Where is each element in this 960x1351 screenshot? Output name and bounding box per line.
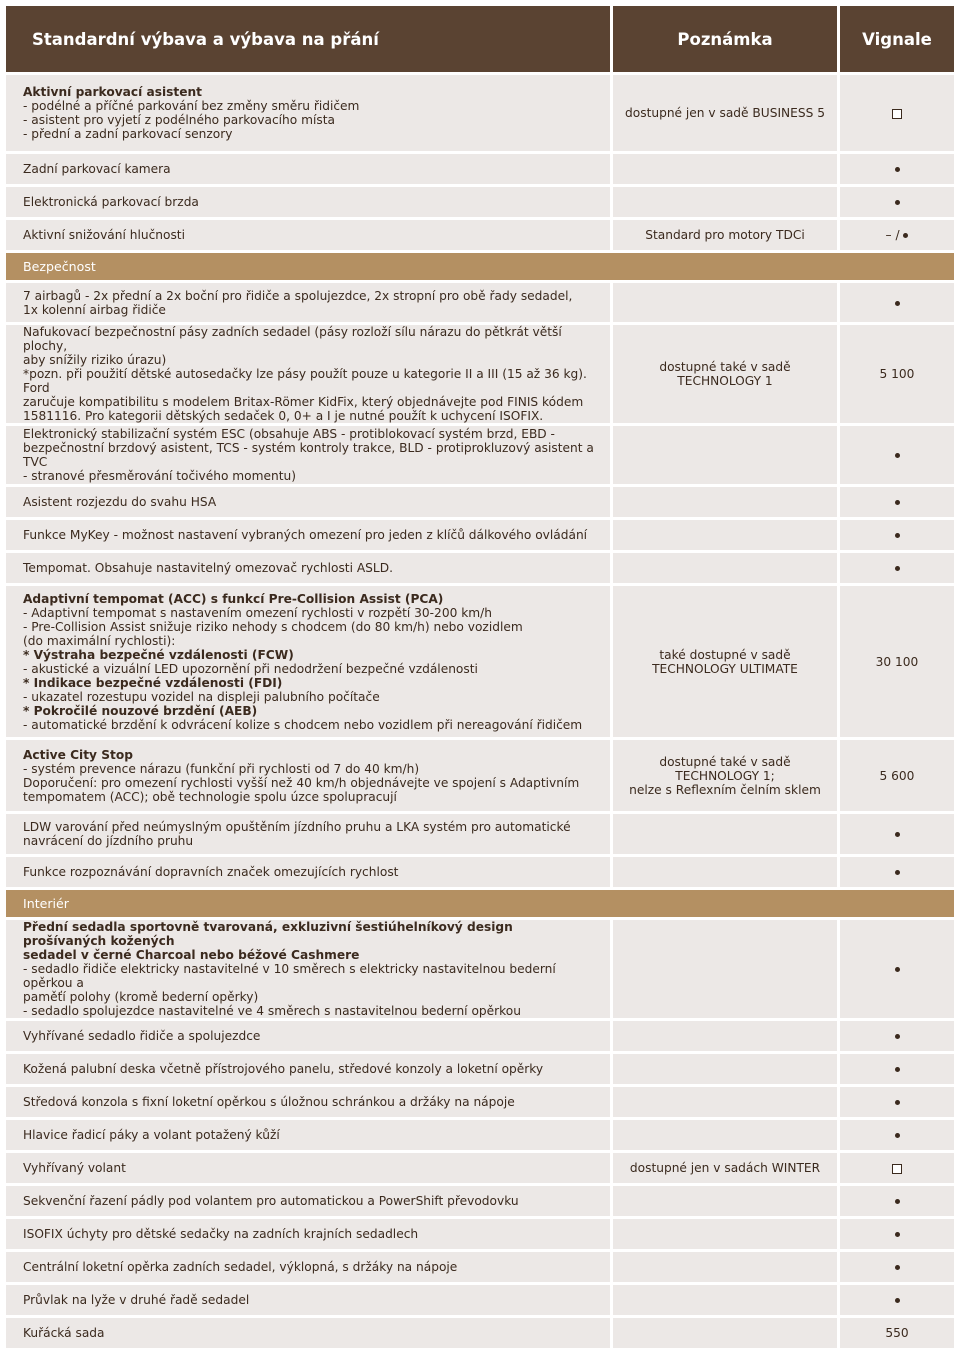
feature-cell xyxy=(6,75,610,151)
feature-title: Přední sedadla sportovně tvarovaná, exkluzivní šestiúhelníkový design prošívaných kožených xyxy=(23,920,513,948)
equipment-table-container xyxy=(6,6,954,1351)
value-cell xyxy=(840,920,954,1018)
note-cell xyxy=(613,154,837,184)
table-row xyxy=(6,920,954,1018)
value-cell xyxy=(840,1087,954,1117)
value-text: – / xyxy=(885,228,900,242)
feature-cell xyxy=(6,586,610,737)
feature-cell: Zadní parkovací kamera xyxy=(6,154,610,184)
note-line: TECHNOLOGY 1 xyxy=(677,374,773,388)
table-row xyxy=(6,1021,954,1051)
note-line: dostupné také v sadě xyxy=(659,360,791,374)
header-vignale: Vignale xyxy=(840,6,954,72)
note-cell: dostupné jen v sadách WINTER xyxy=(613,1153,837,1183)
feature-cell: ISOFIX úchyty pro dětské sedačky na zadních krajních sedadlech xyxy=(6,1219,610,1249)
note-cell: Standard pro motory TDCi xyxy=(613,220,837,250)
table-row xyxy=(6,154,954,184)
note-line: nelze s Reflexním čelním sklem xyxy=(629,782,821,797)
feature-line: paměťí polohy (kromě bederní opěrky) xyxy=(23,990,259,1004)
feature-title: Aktivní parkovací asistent xyxy=(23,85,203,99)
feature-cell: Centrální loketní opěrka zadních sedadel, výklopná, s držáky na nápoje xyxy=(6,1252,610,1282)
bullet-icon xyxy=(895,1067,900,1072)
note-line: také dostupné v sadě xyxy=(659,647,791,662)
feature-line: (do maximální rychlosti): xyxy=(23,633,176,648)
bullet-icon xyxy=(895,1199,900,1204)
note-line: TECHNOLOGY ULTIMATE xyxy=(652,661,798,676)
feature-line: - automatické brzdění k odvrácení kolize s chodcem nebo vozidlem při nereagování řidičem xyxy=(23,717,583,732)
value-cell xyxy=(840,1252,954,1282)
table-row xyxy=(6,325,954,423)
value-cell xyxy=(840,553,954,583)
table-row xyxy=(6,1054,954,1084)
table-row xyxy=(6,220,954,250)
value-cell xyxy=(840,1285,954,1315)
value-cell xyxy=(840,1054,954,1084)
feature-cell: Hlavice řadicí páky a volant potažený kůží xyxy=(6,1120,610,1150)
bullet-icon xyxy=(895,453,900,458)
note-cell xyxy=(613,920,837,1018)
feature-line: - ukazatel rozestupu vozidel na displeji palubního počítače xyxy=(23,689,380,704)
value-cell xyxy=(840,814,954,854)
note-cell xyxy=(613,487,837,517)
note-cell xyxy=(613,1318,837,1348)
note-cell xyxy=(613,1087,837,1117)
bullet-icon xyxy=(895,1232,900,1237)
feature-line: - přední a zadní parkovací senzory xyxy=(23,127,233,141)
note-cell xyxy=(613,1186,837,1216)
bullet-icon xyxy=(895,301,900,306)
feature-line: 1581116. Pro kategorii dětských sedaček 0, 0+ a I je nutné použít k uchycení ISOFIX. xyxy=(23,409,544,423)
price-cell: 550 xyxy=(840,1318,954,1348)
bullet-icon xyxy=(895,167,900,172)
note-cell xyxy=(613,1120,837,1150)
feature-cell xyxy=(6,740,610,811)
feature-title: sedadel v černé Charcoal nebo béžové Cashmere xyxy=(23,948,360,962)
note-cell xyxy=(613,1219,837,1249)
note-cell xyxy=(613,1252,837,1282)
value-cell xyxy=(840,187,954,217)
bullet-icon xyxy=(895,200,900,205)
note-cell xyxy=(613,586,837,737)
value-cell xyxy=(840,154,954,184)
table-row xyxy=(6,1219,954,1249)
feature-line: - stranové přesměrování točivého momentu) xyxy=(23,469,296,483)
feature-subtitle: * Indikace bezpečné vzdálenosti (FDI) xyxy=(23,675,283,690)
note-cell xyxy=(613,1285,837,1315)
note-cell xyxy=(613,187,837,217)
feature-line: - asistent pro vyjetí z podélného parkovacího místa xyxy=(23,113,335,127)
feature-cell: Středová konzola s fixní loketní opěrkou s úložnou schránkou a držáky na nápoje xyxy=(6,1087,610,1117)
feature-line: aby snížily riziko úrazu) xyxy=(23,353,167,367)
note-line: dostupné také v sadě xyxy=(659,754,791,769)
header-row xyxy=(6,6,954,72)
feature-line: - sedadlo spolujezdce nastavitelné ve 4 směrech s nastavitelnou bederní opěrkou xyxy=(23,1004,521,1018)
price-cell: 30 100 xyxy=(840,586,954,737)
feature-cell: Funkce rozpoznávání dopravních značek omezujících rychlost xyxy=(6,857,610,887)
bullet-icon xyxy=(895,832,900,837)
table-row xyxy=(6,426,954,484)
empty-box-icon xyxy=(892,1164,902,1174)
bullet-icon xyxy=(895,1298,900,1303)
table-row xyxy=(6,1087,954,1117)
note-cell xyxy=(613,857,837,887)
feature-line: navrácení do jízdního pruhu xyxy=(23,834,194,848)
value-cell xyxy=(840,426,954,484)
header-equipment: Standardní výbava a výbava na přání xyxy=(6,6,610,72)
value-cell xyxy=(840,1219,954,1249)
note-cell xyxy=(613,814,837,854)
feature-line: *pozn. při použití dětské autosedačky lze pásy použít pouze u kategorie II a III (15 až 36 kg). Ford xyxy=(23,367,587,395)
value-cell xyxy=(840,487,954,517)
feature-line: - sedadlo řidiče elektricky nastavitelné v 10 směrech s elektricky nastavitelnou bederní opěrkou a xyxy=(23,962,556,990)
value-cell xyxy=(840,283,954,322)
table-row xyxy=(6,487,954,517)
feature-line: - systém prevence nárazu (funkční při rychlosti od 7 do 40 km/h) xyxy=(23,761,420,776)
note-cell: dostupné jen v sadě BUSINESS 5 xyxy=(613,75,837,151)
value-cell xyxy=(840,1021,954,1051)
feature-line: 1x kolenní airbag řidiče xyxy=(23,302,166,317)
feature-cell: Vyhřívané sedadlo řidiče a spolujezdce xyxy=(6,1021,610,1051)
feature-cell: Funkce MyKey - možnost nastavení vybraných omezení pro jeden z klíčů dálkového ovládání xyxy=(6,520,610,550)
section-row xyxy=(6,253,954,280)
price-cell: 5 100 xyxy=(840,325,954,423)
feature-cell: Elektronická parkovací brzda xyxy=(6,187,610,217)
table-row xyxy=(6,586,954,737)
note-line: TECHNOLOGY 1; xyxy=(675,768,775,783)
note-cell xyxy=(613,740,837,811)
feature-title: Active City Stop xyxy=(23,747,133,762)
note-cell xyxy=(613,1021,837,1051)
feature-line: zaručuje kompatibilitu s modelem Britax-Römer KidFix, který objednávejte pod FINIS kódem xyxy=(23,395,584,409)
table-row xyxy=(6,740,954,811)
feature-subtitle: * Pokročilé nouzové brzdění (AEB) xyxy=(23,703,258,718)
value-cell xyxy=(840,1120,954,1150)
section-row xyxy=(6,890,954,917)
feature-line: tempomatem (ACC); obě technologie spolu úzce spolupracují xyxy=(23,789,397,804)
note-cell xyxy=(613,1054,837,1084)
table-row xyxy=(6,1186,954,1216)
feature-line: Elektronický stabilizační systém ESC (obsahuje ABS - protiblokovací systém brzd, EBD - xyxy=(23,427,555,441)
feature-cell xyxy=(6,283,610,322)
feature-line: LDW varování před neúmyslným opuštěním jízdního pruhu a LKA systém pro automatické xyxy=(23,820,571,834)
feature-cell: Tempomat. Obsahuje nastavitelný omezovač rychlosti ASLD. xyxy=(6,553,610,583)
feature-line: Nafukovací bezpečnostní pásy zadních sedadel (pásy rozloží sílu nárazu do pětkrát větší plochy, xyxy=(23,325,562,353)
feature-line: Doporučení: pro omezení rychlosti vyšší než 40 km/h objednávejte ve spojení s Adaptivním xyxy=(23,775,580,790)
empty-box-icon xyxy=(892,109,902,119)
equipment-table xyxy=(3,3,957,1351)
table-row xyxy=(6,283,954,322)
feature-line: - Adaptivní tempomat s nastavením omezení rychlosti v rozpětí 30-200 km/h xyxy=(23,605,492,620)
feature-cell: Průvlak na lyže v druhé řadě sedadel xyxy=(6,1285,610,1315)
feature-line: - Pre-Collision Assist snižuje riziko nehody s chodcem (do 80 km/h) nebo vozidlem xyxy=(23,619,523,634)
note-cell xyxy=(613,325,837,423)
bullet-icon xyxy=(895,533,900,538)
header-note: Poznámka xyxy=(613,6,837,72)
table-row xyxy=(6,814,954,854)
table-row xyxy=(6,187,954,217)
table-row xyxy=(6,553,954,583)
section-label-interior: Interiér xyxy=(6,890,954,917)
table-row xyxy=(6,520,954,550)
value-cell xyxy=(840,857,954,887)
bullet-icon xyxy=(903,233,908,238)
feature-cell xyxy=(6,426,610,484)
value-cell xyxy=(840,520,954,550)
feature-line: - podélné a příčné parkování bez změny směru řidičem xyxy=(23,99,360,113)
feature-cell: Vyhřívaný volant xyxy=(6,1153,610,1183)
bullet-icon xyxy=(895,1265,900,1270)
feature-line: bezpečnostní brzdový asistent, TCS - systém kontroly trakce, BLD - protiprokluzový asistent a TVC xyxy=(23,441,594,469)
feature-title: Adaptivní tempomat (ACC) s funkcí Pre-Collision Assist (PCA) xyxy=(23,591,444,606)
feature-cell: Kuřácká sada xyxy=(6,1318,610,1348)
table-row xyxy=(6,1252,954,1282)
table-row xyxy=(6,1318,954,1348)
bullet-icon xyxy=(895,1133,900,1138)
note-cell xyxy=(613,553,837,583)
feature-subtitle: * Výstraha bezpečné vzdálenosti (FCW) xyxy=(23,647,294,662)
section-label-safety: Bezpečnost xyxy=(6,253,954,280)
value-cell xyxy=(840,220,954,250)
bullet-icon xyxy=(895,870,900,875)
table-row xyxy=(6,857,954,887)
value-cell xyxy=(840,1186,954,1216)
table-row xyxy=(6,75,954,151)
table-row xyxy=(6,1153,954,1183)
feature-cell: Aktivní snižování hlučnosti xyxy=(6,220,610,250)
note-cell xyxy=(613,426,837,484)
feature-cell: Sekvenční řazení pádly pod volantem pro automatickou a PowerShift převodovku xyxy=(6,1186,610,1216)
feature-cell xyxy=(6,814,610,854)
bullet-icon xyxy=(895,566,900,571)
feature-cell: Kožená palubní deska včetně přístrojového panelu, středové konzoly a loketní opěrky xyxy=(6,1054,610,1084)
note-cell xyxy=(613,283,837,322)
table-row xyxy=(6,1285,954,1315)
value-cell xyxy=(840,1153,954,1183)
value-cell xyxy=(840,75,954,151)
bullet-icon xyxy=(895,1100,900,1105)
feature-line: - akustické a vizuální LED upozornění při nedodržení bezpečné vzdálenosti xyxy=(23,661,478,676)
feature-cell xyxy=(6,920,610,1018)
bullet-icon xyxy=(895,967,900,972)
feature-line: 7 airbagů - 2x přední a 2x boční pro řidiče a spolujezdce, 2x stropní pro obě řady sedadel, xyxy=(23,288,573,303)
note-cell xyxy=(613,520,837,550)
feature-cell xyxy=(6,325,610,423)
bullet-icon xyxy=(895,1034,900,1039)
price-cell: 5 600 xyxy=(840,740,954,811)
bullet-icon xyxy=(895,500,900,505)
table-row xyxy=(6,1120,954,1150)
feature-cell: Asistent rozjezdu do svahu HSA xyxy=(6,487,610,517)
